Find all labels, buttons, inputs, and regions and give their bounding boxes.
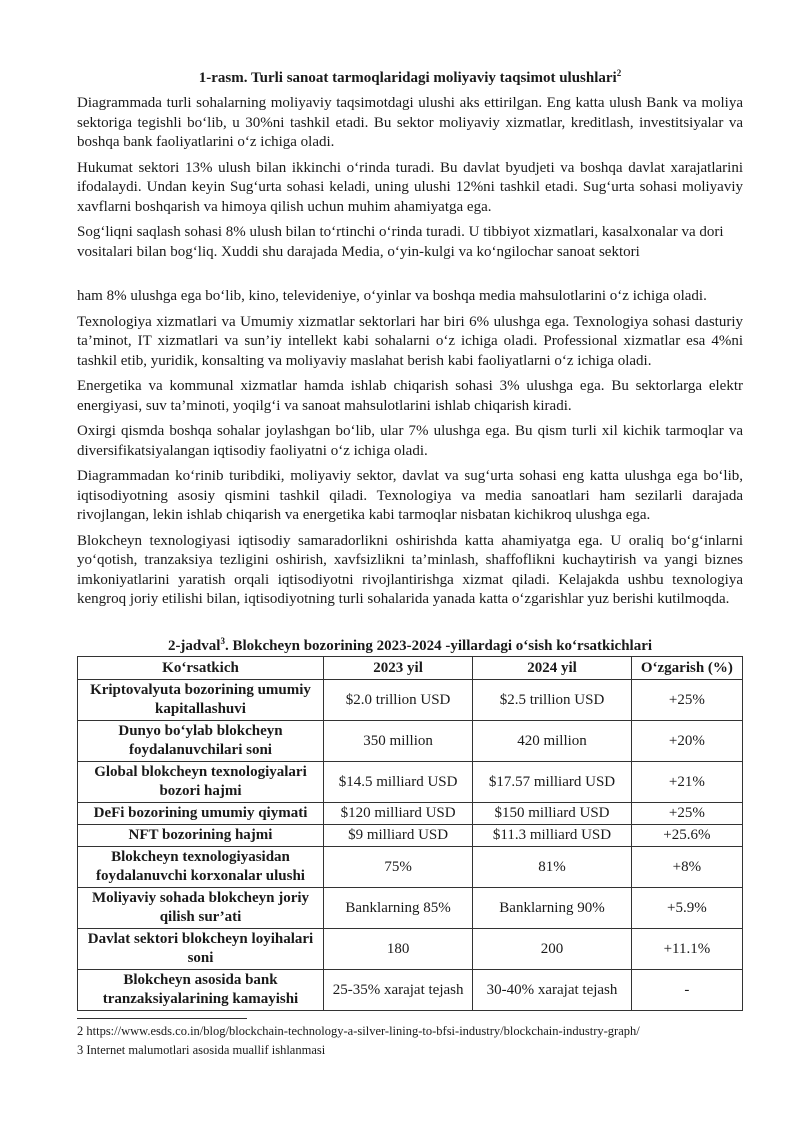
indicator-cell: Davlat sektori blokcheyn loyihalari soni (78, 929, 324, 970)
indicator-cell: Blokcheyn asosida bank tranzaksiyalarining kamayishi (78, 970, 324, 1011)
figure-caption (77, 68, 743, 87)
table-caption (77, 636, 743, 655)
paragraph: Texnologiya xizmatlari va Umumiy xizmatlar sektorlari har biri 6% ulushga ega. Texnologiya sohasi dasturiy ta’minot, IT xizmatlari va sun’iy intellekt kabi sohalarni o‘z ichiga oladi. Professional xizmatlar esa 4%ni tashkil etib, yuridik, konsalting va moliyaviy maslahat berish kabi faoliyatlarni o‘z ichiga oladi. (77, 313, 743, 369)
value-2023-cell: 75% (323, 847, 472, 888)
value-2023-cell: $14.5 milliard USD (323, 762, 472, 803)
value-2023-cell: $2.0 trillion USD (323, 680, 472, 721)
change-cell: +11.1% (631, 929, 742, 970)
indicator-cell: Blokcheyn texnologiyasidan foydalanuvchi korxonalar ulushi (78, 847, 324, 888)
table-row (78, 847, 743, 888)
indicator-cell: DeFi bozorining umumiy qiymati (78, 803, 324, 825)
value-2024-cell: $17.57 milliard USD (473, 762, 632, 803)
change-cell: +8% (631, 847, 742, 888)
paragraph: ham 8% ulushga ega bo‘lib, kino, televideniye, o‘yinlar va boshqa media mahsulotlarini o‘z ichiga oladi. (77, 288, 707, 304)
change-cell: +25.6% (631, 825, 742, 847)
table-caption-prefix: 2-jadval (167, 638, 221, 654)
paragraph-block-top (77, 94, 743, 268)
column-header-2023: 2023 yil (323, 657, 472, 680)
paragraph: Diagrammada turli sohalarning moliyaviy taqsimotdagi ulushi aks ettirilgan. Eng katta ulush Bank va moliya sektoriga tegishli bo‘lib, u 30%ni tashkil etadi. Bu sektor moliyaviy xizmatlar, kreditlash, investitsiyalar va boshqa bank faoliyatlarini o‘z ichiga oladi. (77, 95, 743, 150)
change-cell: - (631, 970, 742, 1011)
footnote-divider (77, 1018, 247, 1019)
figure-caption-text: 1-rasm. Turli sanoat tarmoqlaridagi moliyaviy taqsimot ulushlari (198, 70, 617, 86)
table-row (78, 970, 743, 1011)
value-2024-cell: 30-40% xarajat tejash (473, 970, 632, 1011)
value-2023-cell: $120 milliard USD (323, 803, 472, 825)
column-header-indicator: Ko‘rsatkich (78, 657, 324, 680)
paragraph: Energetika va kommunal xizmatlar hamda ishlab chiqarish sohasi 3% ulushga ega. Bu sektorlarga elektr energiyasi, suv ta’minoti, yoqilg‘i va sanoat mahsulotlarini ishlab chiqarish kiradi. (77, 378, 743, 414)
indicator-cell: Kriptovalyuta bozorining umumiy kapitallashuvi (78, 680, 324, 721)
value-2024-cell: Banklarning 90% (473, 888, 632, 929)
change-cell: +25% (631, 680, 742, 721)
change-cell: +21% (631, 762, 742, 803)
paragraph: Blokcheyn texnologiyasi iqtisodiy samaradorlikni oshirishda katta ahamiyatga ega. U oraliq bo‘g‘inlarni yo‘qotish, tranzaksiya tezligini oshirish, xavfsizlikni ta’minlash, shaffoflikni kuchaytirish va yangi biznes imkoniyatlarini yaratish orqali iqtisodiyotni rivojlantirishga xizmat qiladi. Kelajakda ushbu texnologiya kengroq joriy etilishi bilan, iqtisodiyotning turli sohalarida yanada katta o‘zgarishlar yuz berishi kutilmoqda. (77, 532, 743, 607)
value-2023-cell: 25-35% xarajat tejash (323, 970, 472, 1011)
footnotes (77, 1022, 743, 1060)
value-2023-cell: $9 milliard USD (323, 825, 472, 847)
indicator-cell: Global blokcheyn texnologiyalari bozori hajmi (78, 762, 324, 803)
value-2023-cell: Banklarning 85% (323, 888, 472, 929)
footnote-3: 3 Internet malumotlari asosida muallif ishlanmasi (77, 1043, 326, 1057)
value-2024-cell: $2.5 trillion USD (473, 680, 632, 721)
value-2023-cell: 180 (323, 929, 472, 970)
paragraph: Sog‘liqni saqlash sohasi 8% ulush bilan to‘rtinchi o‘rinda turadi. U tibbiyot xizmatlari, kasalxonalar va dori vositalari bilan bog‘liq. Xuddi shu darajada Media, o‘yin-kulgi va ko‘ngilochar sanoat sektori (77, 224, 724, 260)
table-row (78, 680, 743, 721)
table-row (78, 825, 743, 847)
table-row (78, 762, 743, 803)
value-2024-cell: $11.3 milliard USD (473, 825, 632, 847)
column-header-2024: 2024 yil (473, 657, 632, 680)
indicator-cell: NFT bozorining hajmi (78, 825, 324, 847)
change-cell: +25% (631, 803, 742, 825)
value-2023-cell: 350 million (323, 721, 472, 762)
table-row (78, 929, 743, 970)
indicator-cell: Dunyo bo‘ylab blokcheyn foydalanuvchilari soni (78, 721, 324, 762)
paragraph: Oxirgi qismda boshqa sohalar joylashgan bo‘lib, ular 7% ulushga ega. Bu qism turli xil kichik tarmoqlar va diversifikatsiyalangan iqtisodiy faoliyatni o‘z ichiga oladi. (77, 423, 743, 459)
paragraph: Diagrammadan ko‘rinib turibdiki, moliyaviy sektor, davlat va sug‘urta sohasi eng katta ulushga ega bo‘lib, iqtisodiyotning asosiy qismini tashkil qiladi. Texnologiya va media sanoatlari ham sezilarli darajada rivojlangan, lekin ishlab chiqarish va energetika kabi tarmoqlar nisbatan kichikroq ulushga ega. (77, 468, 743, 523)
figure-caption-footnote-ref[interactable]: 2 (616, 68, 622, 78)
value-2024-cell: $150 milliard USD (473, 803, 632, 825)
value-2024-cell: 420 million (473, 721, 632, 762)
table-caption-text: . Blokcheyn bozorining 2023-2024 -yillardagi o‘sish ko‘rsatkichlari (224, 638, 653, 654)
table-header-row (78, 657, 743, 680)
change-cell: +20% (631, 721, 742, 762)
footnote-2[interactable]: 2 https://www.esds.co.in/blog/blockchain-technology-a-silver-lining-to-bfsi-industry/blockchain-industry-graph/ (77, 1024, 640, 1038)
value-2024-cell: 81% (473, 847, 632, 888)
table-row (78, 721, 743, 762)
table-row (78, 803, 743, 825)
paragraph-block-bottom (77, 287, 743, 616)
blockchain-growth-table (77, 656, 743, 1011)
change-cell: +5.9% (631, 888, 742, 929)
table-caption-footnote-ref[interactable]: 3 (220, 636, 225, 646)
table-row (78, 888, 743, 929)
paragraph: Hukumat sektori 13% ulush bilan ikkinchi o‘rinda turadi. Bu davlat byudjeti va boshqa davlat xarajatlarini ifodalaydi. Undan keyin Sug‘urta sohasi keladi, uning ulushi 12%ni tashkil etadi. Sug‘urta sohasi moliyaviy xavflarni boshqarish va himoya qilish uchun muhim ahamiyatga ega. (77, 159, 743, 215)
value-2024-cell: 200 (473, 929, 632, 970)
column-header-change: O‘zgarish (%) (631, 657, 742, 680)
indicator-cell: Moliyaviy sohada blokcheyn joriy qilish sur’ati (78, 888, 324, 929)
